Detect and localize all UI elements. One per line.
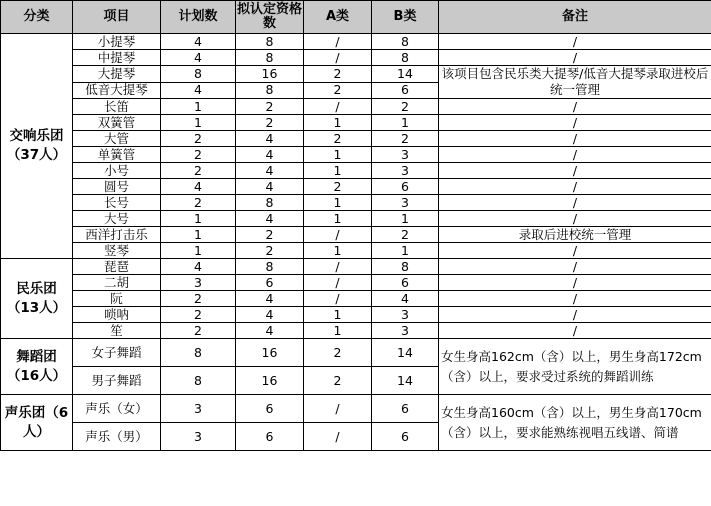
cell-b: 3	[372, 195, 439, 211]
cell-a: 1	[304, 115, 372, 131]
cell-plan: 1	[161, 227, 236, 243]
cell-a: 2	[304, 367, 372, 395]
cell-b: 2	[372, 131, 439, 147]
cell-plan: 3	[161, 395, 236, 423]
category-dance: 舞蹈团（16人）	[1, 339, 73, 395]
cell-a: 1	[304, 307, 372, 323]
cell-item: 大提琴	[73, 66, 161, 83]
cell-note-dance: 女生身高162cm（含）以上，男生身高172cm（含）以上，要求受过系统的舞蹈训练	[439, 339, 711, 395]
cell-item: 西洋打击乐	[73, 227, 161, 243]
cell-plan: 4	[161, 179, 236, 195]
cell-item: 笙	[73, 323, 161, 339]
cell-plan: 2	[161, 163, 236, 179]
cell-item: 双簧管	[73, 115, 161, 131]
cell-b: 3	[372, 147, 439, 163]
table-row	[1, 147, 711, 163]
cell-a: /	[304, 227, 372, 243]
cell-a: /	[304, 259, 372, 275]
cell-item: 声乐（男）	[73, 423, 161, 451]
cell-qualify: 4	[236, 179, 304, 195]
header-note: 备注	[439, 1, 711, 34]
cell-item: 声乐（女）	[73, 395, 161, 423]
table-row	[1, 131, 711, 147]
cell-item: 大号	[73, 211, 161, 227]
cell-note: /	[439, 147, 711, 163]
cell-plan: 4	[161, 82, 236, 99]
cell-item: 长笛	[73, 99, 161, 115]
cell-plan: 1	[161, 211, 236, 227]
cell-b: 1	[372, 243, 439, 259]
cell-b: 6	[372, 179, 439, 195]
cell-a: 2	[304, 66, 372, 83]
cell-note: /	[439, 34, 711, 50]
cell-a: 2	[304, 179, 372, 195]
cell-qualify: 6	[236, 275, 304, 291]
cell-qualify: 6	[236, 423, 304, 451]
cell-note: /	[439, 131, 711, 147]
cell-qualify: 2	[236, 227, 304, 243]
category-vocal: 声乐团（6人）	[1, 395, 73, 451]
cell-qualify: 4	[236, 163, 304, 179]
cell-plan: 1	[161, 243, 236, 259]
cell-b: 8	[372, 259, 439, 275]
cell-note: 录取后进校统一管理	[439, 227, 711, 243]
cell-qualify: 2	[236, 99, 304, 115]
cell-b: 6	[372, 82, 439, 99]
cell-b: 3	[372, 163, 439, 179]
cell-item: 二胡	[73, 275, 161, 291]
table-row	[1, 66, 711, 83]
cell-qualify: 8	[236, 82, 304, 99]
cell-a: 1	[304, 211, 372, 227]
cell-note: /	[439, 195, 711, 211]
cell-note-vocal: 女生身高160cm（含）以上，男生身高170cm（含）以上，要求能熟练视唱五线谱、简谱	[439, 395, 711, 451]
table-row	[1, 275, 711, 291]
cell-b: 14	[372, 339, 439, 367]
cell-b: 3	[372, 323, 439, 339]
cell-b: 6	[372, 275, 439, 291]
cell-a: /	[304, 34, 372, 50]
cell-qualify: 4	[236, 323, 304, 339]
table-row	[1, 211, 711, 227]
cell-qualify: 4	[236, 211, 304, 227]
cell-b: 6	[372, 423, 439, 451]
cell-item: 小号	[73, 163, 161, 179]
cell-note: /	[439, 307, 711, 323]
category-folk: 民乐团（13人）	[1, 259, 73, 339]
table-row	[1, 395, 711, 423]
cell-qualify: 16	[236, 66, 304, 83]
cell-qualify: 16	[236, 339, 304, 367]
cell-a: /	[304, 99, 372, 115]
cell-a: 2	[304, 82, 372, 99]
cell-item: 圆号	[73, 179, 161, 195]
cell-plan: 2	[161, 195, 236, 211]
cell-a: 2	[304, 339, 372, 367]
header-b: B类	[372, 1, 439, 34]
cell-qualify: 4	[236, 307, 304, 323]
cell-b: 14	[372, 66, 439, 83]
cell-a: 2	[304, 131, 372, 147]
cell-qualify: 4	[236, 147, 304, 163]
cell-a: 1	[304, 195, 372, 211]
header-plan: 计划数	[161, 1, 236, 34]
table-row	[1, 115, 711, 131]
cell-qualify: 8	[236, 34, 304, 50]
cell-qualify: 4	[236, 131, 304, 147]
cell-note: /	[439, 243, 711, 259]
table-row	[1, 259, 711, 275]
cell-a: /	[304, 291, 372, 307]
cell-b: 4	[372, 291, 439, 307]
cell-b: 8	[372, 50, 439, 66]
cell-qualify: 2	[236, 243, 304, 259]
cell-b: 1	[372, 115, 439, 131]
cell-qualify: 4	[236, 291, 304, 307]
cell-plan: 2	[161, 323, 236, 339]
cell-note: /	[439, 163, 711, 179]
header-category: 分类	[1, 1, 73, 34]
table-row	[1, 179, 711, 195]
cell-a: 1	[304, 323, 372, 339]
cell-item: 竖琴	[73, 243, 161, 259]
cell-b: 14	[372, 367, 439, 395]
cell-item: 女子舞蹈	[73, 339, 161, 367]
cell-plan: 4	[161, 34, 236, 50]
table-row	[1, 34, 711, 50]
cell-item: 男子舞蹈	[73, 367, 161, 395]
cell-item: 长号	[73, 195, 161, 211]
cell-note: /	[439, 115, 711, 131]
cell-b: 2	[372, 227, 439, 243]
cell-note: /	[439, 99, 711, 115]
cell-b: 1	[372, 211, 439, 227]
header-qualify: 拟认定资格数	[236, 1, 304, 34]
header-row	[1, 1, 711, 34]
table-row	[1, 227, 711, 243]
cell-note-cello: 该项目包含民乐类大提琴/低音大提琴录取进校后统一管理	[439, 66, 711, 99]
cell-item: 低音大提琴	[73, 82, 161, 99]
table-row	[1, 307, 711, 323]
cell-b: 6	[372, 395, 439, 423]
cell-plan: 8	[161, 66, 236, 83]
table-row	[1, 195, 711, 211]
cell-plan: 2	[161, 291, 236, 307]
table-row	[1, 291, 711, 307]
cell-b: 8	[372, 34, 439, 50]
cell-qualify: 2	[236, 115, 304, 131]
cell-b: 3	[372, 307, 439, 323]
cell-b: 2	[372, 99, 439, 115]
cell-a: /	[304, 423, 372, 451]
cell-plan: 1	[161, 115, 236, 131]
table-row	[1, 339, 711, 367]
cell-item: 阮	[73, 291, 161, 307]
cell-note: /	[439, 259, 711, 275]
cell-item: 中提琴	[73, 50, 161, 66]
table-row	[1, 99, 711, 115]
cell-item: 单簧管	[73, 147, 161, 163]
cell-a: /	[304, 395, 372, 423]
cell-plan: 3	[161, 423, 236, 451]
cell-plan: 3	[161, 275, 236, 291]
cell-note: /	[439, 211, 711, 227]
cell-qualify: 8	[236, 259, 304, 275]
cell-plan: 4	[161, 50, 236, 66]
cell-note: /	[439, 291, 711, 307]
cell-item: 小提琴	[73, 34, 161, 50]
cell-plan: 2	[161, 131, 236, 147]
cell-a: 1	[304, 147, 372, 163]
cell-qualify: 8	[236, 195, 304, 211]
cell-a: 1	[304, 163, 372, 179]
cell-plan: 1	[161, 99, 236, 115]
cell-note: /	[439, 323, 711, 339]
cell-item: 大管	[73, 131, 161, 147]
cell-qualify: 8	[236, 50, 304, 66]
cell-note: /	[439, 179, 711, 195]
cell-plan: 2	[161, 147, 236, 163]
cell-qualify: 6	[236, 395, 304, 423]
category-symphony: 交响乐团（37人）	[1, 34, 73, 259]
cell-note: /	[439, 50, 711, 66]
table-row	[1, 243, 711, 259]
cell-a: 1	[304, 243, 372, 259]
cell-plan: 8	[161, 367, 236, 395]
cell-plan: 4	[161, 259, 236, 275]
table-row	[1, 323, 711, 339]
table-row	[1, 163, 711, 179]
cell-item: 琵琶	[73, 259, 161, 275]
cell-qualify: 16	[236, 367, 304, 395]
header-a: A类	[304, 1, 372, 34]
cell-plan: 8	[161, 339, 236, 367]
cell-item: 唢呐	[73, 307, 161, 323]
table-row	[1, 50, 711, 66]
cell-a: /	[304, 275, 372, 291]
cell-note: /	[439, 275, 711, 291]
cell-a: /	[304, 50, 372, 66]
cell-plan: 2	[161, 307, 236, 323]
header-item: 项目	[73, 1, 161, 34]
